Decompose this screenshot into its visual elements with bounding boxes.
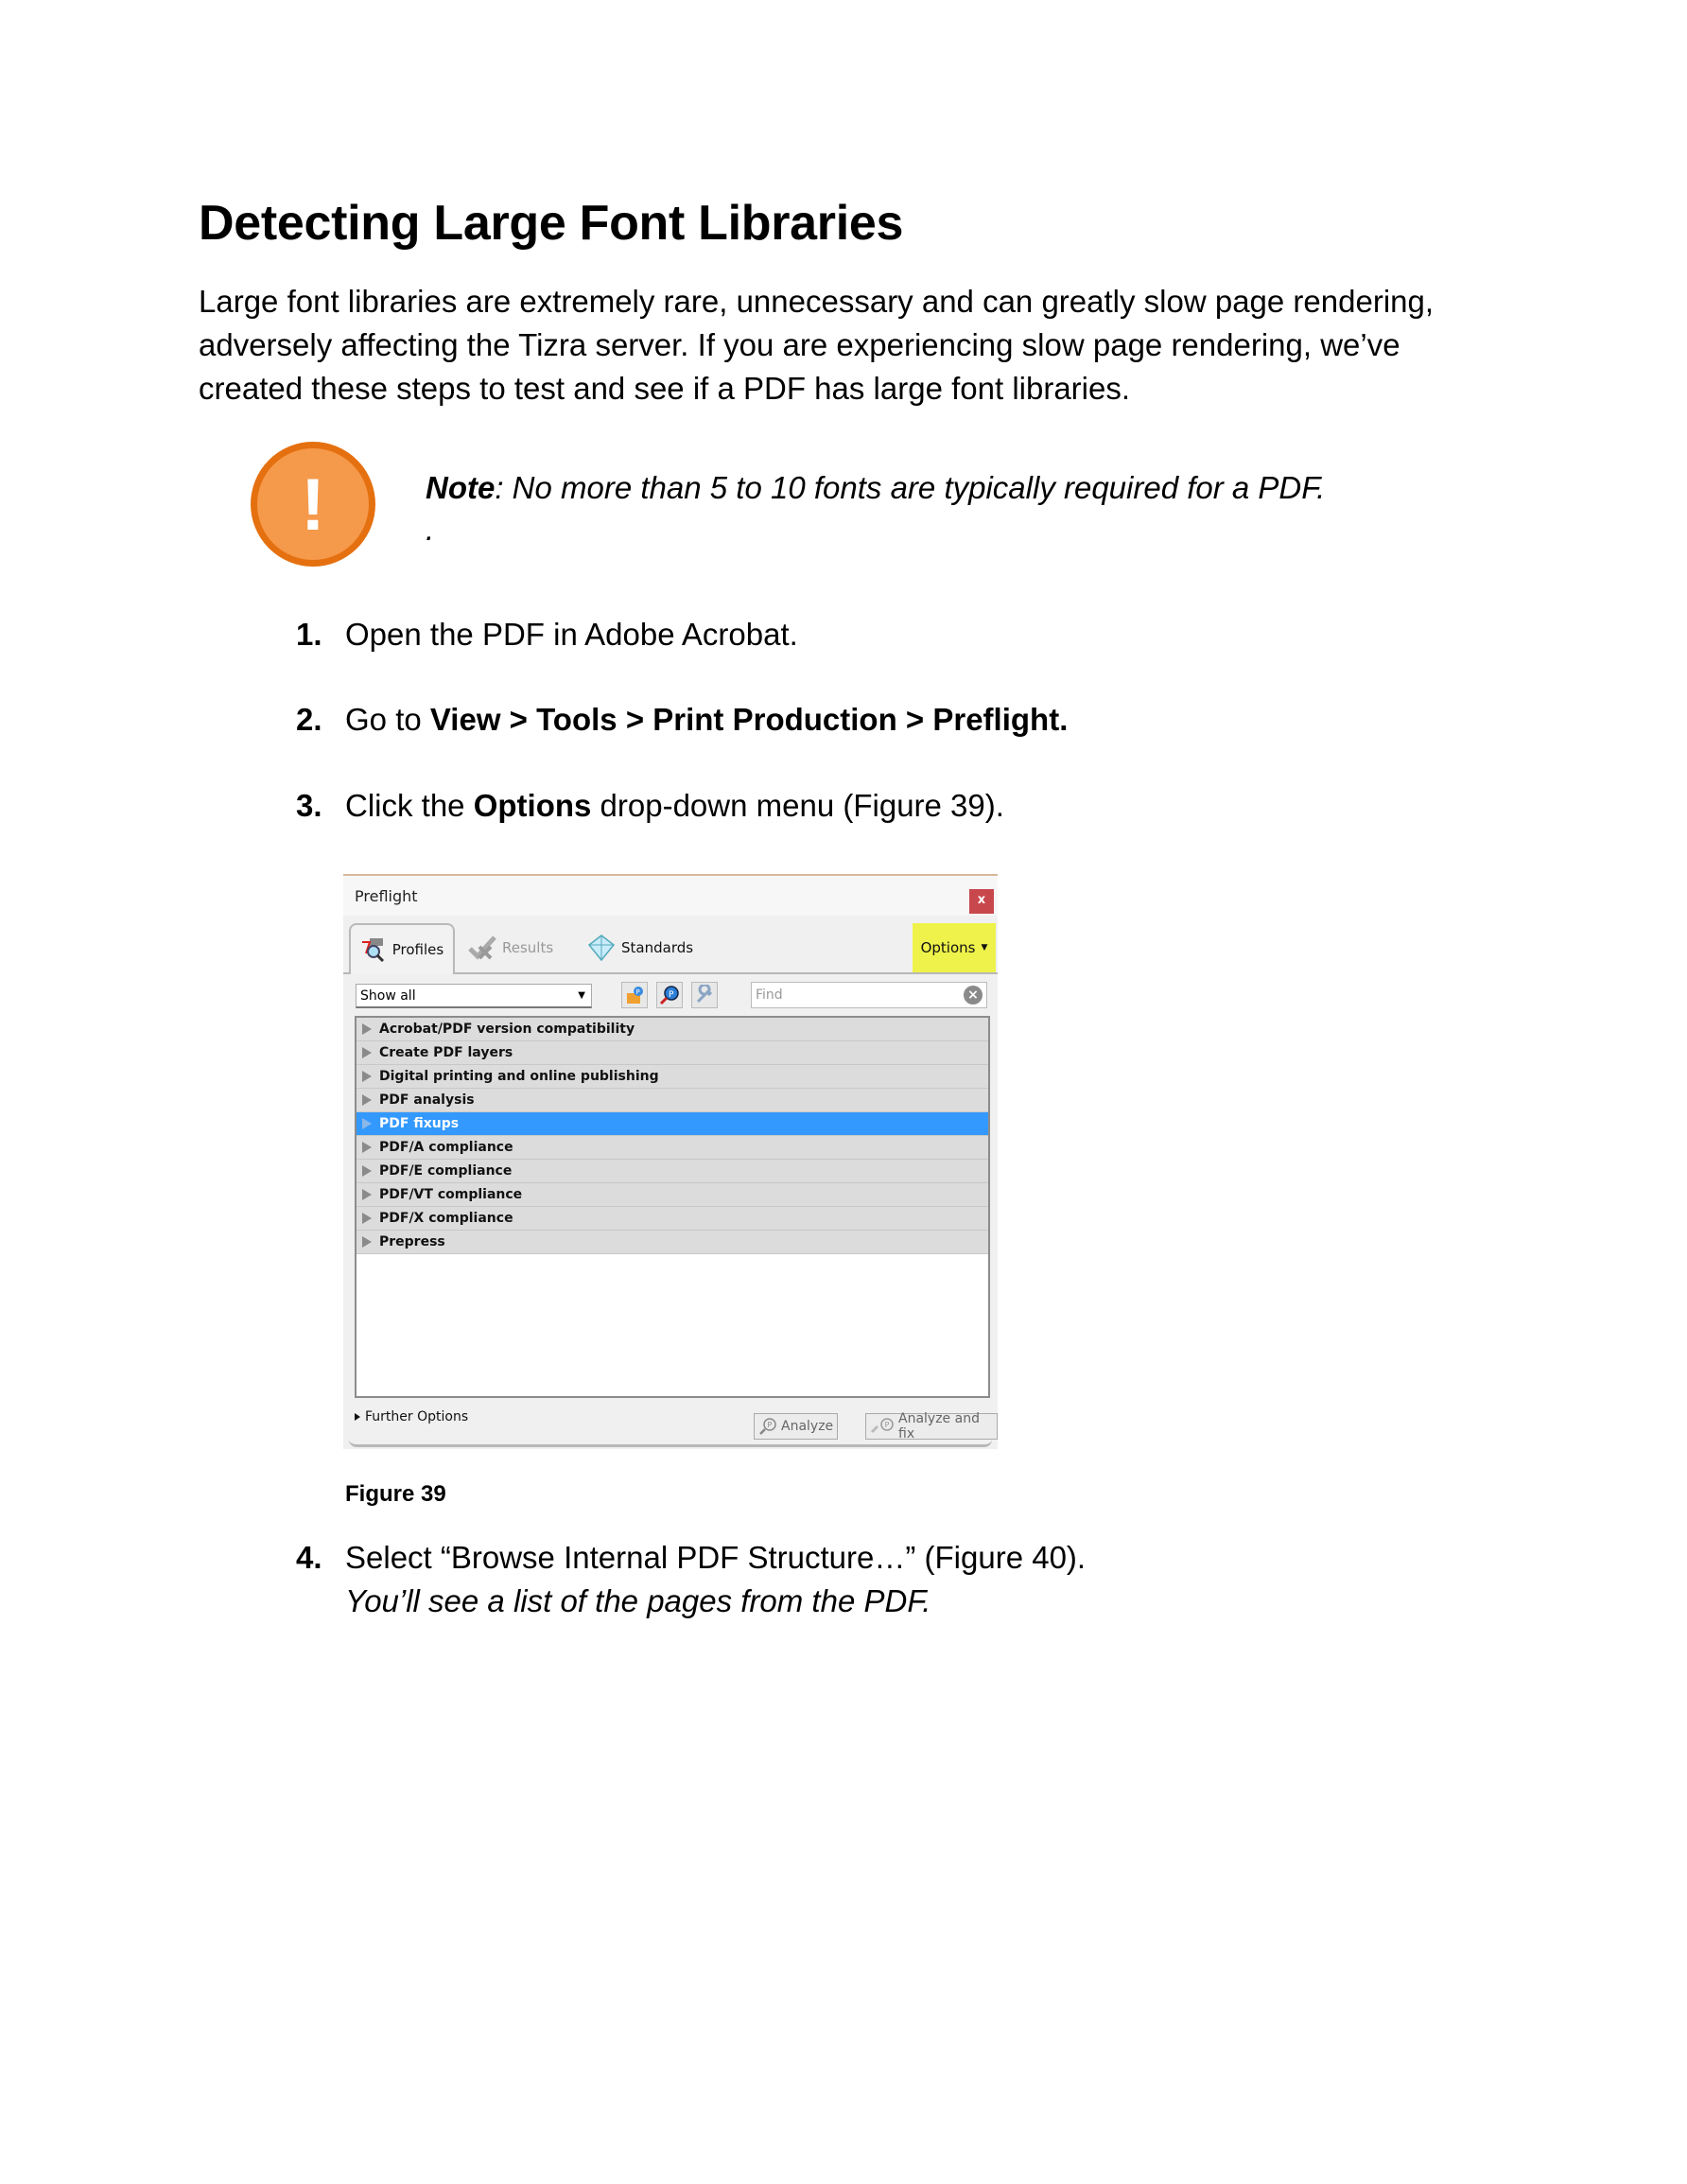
expand-arrow-icon [355, 1413, 360, 1421]
svg-text:P: P [884, 1421, 890, 1429]
standards-icon [587, 934, 616, 962]
preflight-titlebar [343, 876, 998, 916]
clear-search-icon[interactable]: × [964, 986, 983, 1005]
expand-arrow-icon [362, 1236, 372, 1248]
svg-text:P: P [635, 988, 640, 996]
expand-arrow-icon [362, 1071, 372, 1082]
further-options-toggle[interactable]: Further Options [355, 1409, 468, 1424]
tab-results[interactable]: Results [468, 925, 553, 970]
expand-arrow-icon [362, 1213, 372, 1224]
list-item[interactable]: Prepress [357, 1231, 988, 1254]
intro-paragraph: Large font libraries are extremely rare, unnecessary and can greatly slow page rendering, adversely affecting the Tizra server. If you are experiencing slow page rendering, we’ve created these steps to test and see if a PDF has large font libraries. [199, 284, 1435, 406]
list-item[interactable]: PDF/A compliance [357, 1136, 988, 1160]
svg-text:P: P [767, 1421, 773, 1429]
find-input[interactable]: Find × [751, 982, 987, 1008]
results-icon [468, 935, 496, 960]
select-profiles-button[interactable] [621, 982, 648, 1008]
list-item[interactable]: Digital printing and online publishing [357, 1065, 988, 1089]
expand-arrow-icon [362, 1142, 372, 1153]
list-item[interactable]: PDF analysis [357, 1089, 988, 1112]
profile-tools-icon [624, 985, 645, 1005]
preflight-toolbar [343, 974, 998, 1012]
list-item[interactable]: Create PDF layers [357, 1041, 988, 1065]
filter-select[interactable]: Show all ▼ [356, 984, 592, 1008]
profiles-list [355, 1016, 990, 1398]
tab-standards[interactable]: Standards [587, 925, 693, 970]
preflight-title: Preflight [355, 887, 418, 905]
svg-text:P: P [669, 990, 674, 1000]
preflight-tabs [343, 916, 998, 974]
analyze-and-fix-button[interactable]: P Analyze and fix [865, 1413, 998, 1440]
magnifier-p-icon [659, 985, 680, 1005]
wrench-p-icon [870, 1417, 895, 1436]
close-button[interactable]: x [969, 889, 994, 914]
chevron-down-icon: ▼ [578, 990, 585, 1001]
tab-profiles[interactable]: Profiles [349, 923, 455, 974]
single-fixup-button[interactable] [656, 982, 683, 1008]
list-item[interactable]: Acrobat/PDF version compatibility [357, 1018, 988, 1041]
expand-arrow-icon [362, 1047, 372, 1058]
expand-arrow-icon [362, 1118, 372, 1129]
step-3: 3. Click the Options drop-down menu (Figure 39). [296, 788, 1004, 823]
expand-arrow-icon [362, 1165, 372, 1177]
list-item-selected[interactable]: PDF fixups [357, 1112, 988, 1136]
step-2: 2. Go to View > Tools > Print Production > Preflight. [296, 702, 1069, 737]
profiles-icon [360, 936, 387, 963]
note-text: Note: No more than 5 to 10 fonts are typically required for a PDF. . [426, 470, 1326, 547]
expand-arrow-icon [362, 1094, 372, 1106]
expand-arrow-icon [362, 1023, 372, 1035]
figure-caption: Figure 39 [345, 1481, 446, 1507]
chevron-down-icon: ▼ [981, 943, 988, 952]
expand-arrow-icon [362, 1189, 372, 1200]
preflight-panel-screenshot [343, 874, 998, 1449]
list-item[interactable]: PDF/E compliance [357, 1160, 988, 1183]
options-dropdown[interactable]: Options ▼ [913, 923, 996, 972]
wrench-icon [694, 985, 715, 1005]
note-label: Note [426, 470, 496, 505]
step-4-subtext: You’ll see a list of the pages from the PDF. [345, 1583, 931, 1618]
analyze-button[interactable]: P Analyze [754, 1413, 838, 1440]
exclamation-icon: ! [251, 442, 375, 567]
magnifier-p-icon [758, 1417, 777, 1436]
edit-wrench-button[interactable] [691, 982, 718, 1008]
step-4: 4. Select “Browse Internal PDF Structure…” (Figure 40). You’ll see a list of the pages from the PDF. [296, 1536, 1086, 1623]
page-title: Detecting Large Font Libraries [199, 196, 904, 251]
step-1: 1. Open the PDF in Adobe Acrobat. [296, 617, 798, 652]
list-item[interactable]: PDF/VT compliance [357, 1183, 988, 1207]
list-item[interactable]: PDF/X compliance [357, 1207, 988, 1231]
